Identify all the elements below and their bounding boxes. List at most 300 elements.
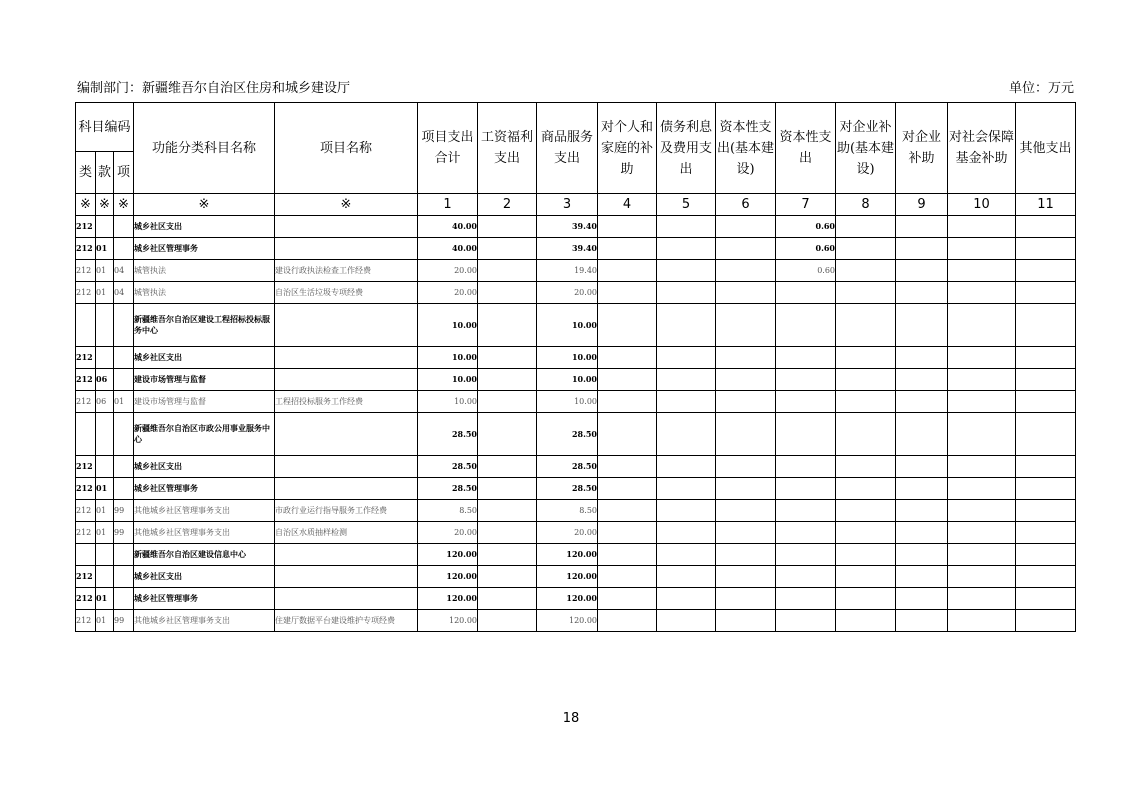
table-row [76, 369, 1076, 391]
header-func-name: 功能分类科目名称 [134, 103, 275, 194]
cell-enterprise-basic [836, 413, 896, 456]
cell-enterprise-basic [836, 282, 896, 304]
cell-capital-basic [716, 413, 776, 456]
header-col-3: 商品服务支出 [537, 103, 598, 194]
cell-lei: 212 [76, 566, 96, 588]
cell-capital-basic [716, 347, 776, 369]
cell-salary [478, 413, 537, 456]
cell-capital: 0.60 [776, 238, 836, 260]
cell-func-name: 城管执法 [134, 260, 275, 282]
cell-project-name [275, 369, 418, 391]
cell-enterprise-basic [836, 500, 896, 522]
cell-debt-interest [657, 522, 716, 544]
cell-enterprise [896, 456, 948, 478]
cell-enterprise-basic [836, 544, 896, 566]
cell-goods-services: 120.00 [537, 610, 598, 632]
cell-total: 40.00 [418, 216, 478, 238]
cell-lei: 212 [76, 260, 96, 282]
cell-func-name: 城乡社区支出 [134, 456, 275, 478]
cell-salary [478, 500, 537, 522]
cell-salary [478, 478, 537, 500]
cell-debt-interest [657, 544, 716, 566]
cell-individual-subsidy [598, 347, 657, 369]
cell-debt-interest [657, 588, 716, 610]
cell-salary [478, 238, 537, 260]
cell-total: 28.50 [418, 478, 478, 500]
cell-kuan: 01 [96, 282, 114, 304]
cell-capital-basic [716, 260, 776, 282]
column-number: 3 [537, 194, 598, 216]
cell-goods-services: 10.00 [537, 369, 598, 391]
table-row [76, 347, 1076, 369]
cell-lei: 212 [76, 522, 96, 544]
cell-xiang [114, 588, 134, 610]
project-expenditure-table [75, 102, 1076, 632]
cell-individual-subsidy [598, 500, 657, 522]
cell-enterprise [896, 347, 948, 369]
cell-other [1016, 260, 1076, 282]
cell-salary [478, 282, 537, 304]
cell-salary [478, 544, 537, 566]
table-row [76, 282, 1076, 304]
cell-kuan: 01 [96, 238, 114, 260]
cell-project-name: 自治区生活垃圾专项经费 [275, 282, 418, 304]
cell-individual-subsidy [598, 369, 657, 391]
cell-lei [76, 304, 96, 347]
cell-xiang: 04 [114, 282, 134, 304]
cell-enterprise [896, 238, 948, 260]
cell-debt-interest [657, 413, 716, 456]
cell-social-security [948, 347, 1016, 369]
cell-total: 120.00 [418, 544, 478, 566]
cell-lei: 212 [76, 216, 96, 238]
cell-individual-subsidy [598, 391, 657, 413]
cell-goods-services: 39.40 [537, 238, 598, 260]
table-row [76, 522, 1076, 544]
marker-kuan: ※ [96, 194, 114, 216]
cell-social-security [948, 238, 1016, 260]
cell-goods-services: 10.00 [537, 304, 598, 347]
cell-capital-basic [716, 500, 776, 522]
cell-social-security [948, 456, 1016, 478]
cell-enterprise [896, 369, 948, 391]
table-row [76, 544, 1076, 566]
cell-goods-services: 120.00 [537, 544, 598, 566]
cell-xiang [114, 566, 134, 588]
header-col-1: 项目支出合计 [418, 103, 478, 194]
cell-goods-services: 19.40 [537, 260, 598, 282]
cell-enterprise [896, 610, 948, 632]
cell-debt-interest [657, 216, 716, 238]
cell-individual-subsidy [598, 282, 657, 304]
header-project-name: 项目名称 [275, 103, 418, 194]
table-row [76, 216, 1076, 238]
cell-social-security [948, 260, 1016, 282]
cell-lei: 212 [76, 500, 96, 522]
cell-capital [776, 413, 836, 456]
header-col-7: 资本性支出 [776, 103, 836, 194]
cell-other [1016, 413, 1076, 456]
table-row [76, 238, 1076, 260]
cell-other [1016, 500, 1076, 522]
cell-goods-services: 120.00 [537, 566, 598, 588]
cell-func-name: 城乡社区支出 [134, 347, 275, 369]
cell-salary [478, 391, 537, 413]
cell-social-security [948, 500, 1016, 522]
cell-capital [776, 588, 836, 610]
cell-social-security [948, 216, 1016, 238]
cell-kuan [96, 544, 114, 566]
cell-lei: 212 [76, 369, 96, 391]
cell-enterprise [896, 260, 948, 282]
cell-enterprise-basic [836, 522, 896, 544]
cell-goods-services: 28.50 [537, 456, 598, 478]
cell-enterprise-basic [836, 260, 896, 282]
cell-kuan: 01 [96, 260, 114, 282]
cell-enterprise [896, 282, 948, 304]
cell-kuan [96, 456, 114, 478]
cell-individual-subsidy [598, 588, 657, 610]
column-number: 5 [657, 194, 716, 216]
cell-individual-subsidy [598, 478, 657, 500]
cell-goods-services: 20.00 [537, 522, 598, 544]
cell-individual-subsidy [598, 544, 657, 566]
table-row [76, 478, 1076, 500]
cell-capital [776, 369, 836, 391]
cell-other [1016, 304, 1076, 347]
cell-other [1016, 544, 1076, 566]
cell-enterprise-basic [836, 478, 896, 500]
cell-enterprise [896, 500, 948, 522]
header-col-10: 对社会保障基金补助 [948, 103, 1016, 194]
cell-salary [478, 522, 537, 544]
cell-enterprise [896, 304, 948, 347]
cell-lei [76, 413, 96, 456]
cell-func-name: 新疆维吾尔自治区建设工程招标投标服务中心 [134, 304, 275, 347]
cell-kuan: 01 [96, 522, 114, 544]
cell-enterprise-basic [836, 566, 896, 588]
cell-salary [478, 588, 537, 610]
cell-func-name: 建设市场管理与监督 [134, 369, 275, 391]
cell-capital [776, 347, 836, 369]
cell-capital [776, 456, 836, 478]
cell-project-name [275, 216, 418, 238]
cell-enterprise-basic [836, 304, 896, 347]
cell-capital-basic [716, 238, 776, 260]
column-number: 1 [418, 194, 478, 216]
cell-capital-basic [716, 369, 776, 391]
cell-xiang [114, 216, 134, 238]
cell-project-name [275, 238, 418, 260]
cell-xiang [114, 369, 134, 391]
column-number: 11 [1016, 194, 1076, 216]
cell-enterprise [896, 413, 948, 456]
cell-func-name: 其他城乡社区管理事务支出 [134, 610, 275, 632]
header-kuan: 款 [96, 152, 114, 194]
header-lei: 类 [76, 152, 96, 194]
cell-other [1016, 216, 1076, 238]
cell-social-security [948, 369, 1016, 391]
cell-total: 10.00 [418, 347, 478, 369]
cell-debt-interest [657, 347, 716, 369]
cell-other [1016, 522, 1076, 544]
header-col-11: 其他支出 [1016, 103, 1076, 194]
cell-capital-basic [716, 456, 776, 478]
cell-enterprise [896, 478, 948, 500]
cell-salary [478, 347, 537, 369]
cell-enterprise-basic [836, 391, 896, 413]
cell-lei: 212 [76, 282, 96, 304]
column-number: 10 [948, 194, 1016, 216]
cell-kuan: 06 [96, 369, 114, 391]
cell-capital [776, 522, 836, 544]
marker-lei: ※ [76, 194, 96, 216]
table-row [76, 260, 1076, 282]
cell-debt-interest [657, 238, 716, 260]
cell-other [1016, 369, 1076, 391]
marker-project-name: ※ [275, 194, 418, 216]
cell-enterprise [896, 391, 948, 413]
cell-capital [776, 478, 836, 500]
cell-lei: 212 [76, 391, 96, 413]
cell-enterprise-basic [836, 369, 896, 391]
cell-capital: 0.60 [776, 216, 836, 238]
cell-enterprise [896, 544, 948, 566]
cell-debt-interest [657, 478, 716, 500]
cell-project-name: 工程招投标服务工作经费 [275, 391, 418, 413]
cell-func-name: 建设市场管理与监督 [134, 391, 275, 413]
header-col-9: 对企业补助 [896, 103, 948, 194]
cell-kuan: 01 [96, 610, 114, 632]
cell-lei: 212 [76, 347, 96, 369]
cell-lei: 212 [76, 238, 96, 260]
cell-social-security [948, 610, 1016, 632]
cell-other [1016, 566, 1076, 588]
cell-project-name [275, 413, 418, 456]
cell-debt-interest [657, 282, 716, 304]
cell-capital-basic [716, 391, 776, 413]
cell-social-security [948, 544, 1016, 566]
cell-total: 10.00 [418, 391, 478, 413]
cell-goods-services: 120.00 [537, 588, 598, 610]
cell-capital-basic [716, 282, 776, 304]
cell-kuan [96, 216, 114, 238]
cell-xiang [114, 413, 134, 456]
cell-goods-services: 39.40 [537, 216, 598, 238]
cell-debt-interest [657, 369, 716, 391]
cell-goods-services: 28.50 [537, 413, 598, 456]
cell-func-name: 其他城乡社区管理事务支出 [134, 500, 275, 522]
cell-capital-basic [716, 566, 776, 588]
cell-goods-services: 10.00 [537, 391, 598, 413]
cell-capital-basic [716, 544, 776, 566]
cell-capital-basic [716, 304, 776, 347]
cell-goods-services: 8.50 [537, 500, 598, 522]
cell-debt-interest [657, 566, 716, 588]
column-number: 7 [776, 194, 836, 216]
cell-debt-interest [657, 391, 716, 413]
cell-capital [776, 566, 836, 588]
cell-enterprise-basic [836, 610, 896, 632]
cell-goods-services: 20.00 [537, 282, 598, 304]
cell-enterprise [896, 522, 948, 544]
cell-individual-subsidy [598, 304, 657, 347]
cell-social-security [948, 282, 1016, 304]
cell-xiang: 99 [114, 500, 134, 522]
cell-kuan: 01 [96, 588, 114, 610]
cell-lei: 212 [76, 588, 96, 610]
cell-total: 20.00 [418, 260, 478, 282]
cell-kuan: 01 [96, 500, 114, 522]
header-xiang: 项 [114, 152, 134, 194]
column-number: 9 [896, 194, 948, 216]
cell-xiang: 99 [114, 610, 134, 632]
cell-project-name [275, 304, 418, 347]
cell-capital [776, 544, 836, 566]
column-number: 2 [478, 194, 537, 216]
cell-enterprise [896, 216, 948, 238]
cell-enterprise-basic [836, 216, 896, 238]
cell-salary [478, 456, 537, 478]
table-row [76, 500, 1076, 522]
cell-individual-subsidy [598, 260, 657, 282]
table-row [76, 304, 1076, 347]
header-col-8: 对企业补助(基本建设) [836, 103, 896, 194]
header-subject-code: 科目编码 [76, 103, 134, 152]
cell-total: 8.50 [418, 500, 478, 522]
cell-salary [478, 216, 537, 238]
cell-total: 20.00 [418, 282, 478, 304]
cell-debt-interest [657, 260, 716, 282]
cell-func-name: 其他城乡社区管理事务支出 [134, 522, 275, 544]
cell-other [1016, 610, 1076, 632]
cell-salary [478, 260, 537, 282]
cell-social-security [948, 478, 1016, 500]
cell-total: 40.00 [418, 238, 478, 260]
cell-total: 10.00 [418, 304, 478, 347]
cell-total: 120.00 [418, 566, 478, 588]
department-label: 编制部门：新疆维吾尔自治区住房和城乡建设厅 [77, 81, 351, 96]
table-row [76, 566, 1076, 588]
cell-other [1016, 478, 1076, 500]
cell-xiang [114, 478, 134, 500]
cell-social-security [948, 413, 1016, 456]
cell-xiang: 01 [114, 391, 134, 413]
cell-total: 20.00 [418, 522, 478, 544]
cell-func-name: 新疆维吾尔自治区市政公用事业服务中心 [134, 413, 275, 456]
column-number: 4 [598, 194, 657, 216]
cell-func-name: 城乡社区支出 [134, 566, 275, 588]
cell-xiang [114, 238, 134, 260]
unit-label: 单位：万元 [1008, 81, 1074, 96]
cell-capital [776, 282, 836, 304]
cell-func-name: 城管执法 [134, 282, 275, 304]
cell-capital-basic [716, 588, 776, 610]
cell-individual-subsidy [598, 238, 657, 260]
table-row [76, 391, 1076, 413]
cell-xiang [114, 347, 134, 369]
cell-goods-services: 28.50 [537, 478, 598, 500]
cell-project-name: 建设行政执法检查工作经费 [275, 260, 418, 282]
cell-project-name: 住建厅数据平台建设维护专项经费 [275, 610, 418, 632]
cell-social-security [948, 304, 1016, 347]
page-number: 18 [562, 711, 580, 726]
cell-enterprise-basic [836, 347, 896, 369]
cell-debt-interest [657, 456, 716, 478]
cell-project-name [275, 588, 418, 610]
cell-capital-basic [716, 610, 776, 632]
table-row [76, 456, 1076, 478]
cell-capital: 0.60 [776, 260, 836, 282]
cell-total: 120.00 [418, 610, 478, 632]
header-col-6: 资本性支出(基本建设) [716, 103, 776, 194]
cell-total: 28.50 [418, 456, 478, 478]
cell-capital-basic [716, 478, 776, 500]
cell-individual-subsidy [598, 566, 657, 588]
cell-kuan: 01 [96, 478, 114, 500]
cell-lei: 212 [76, 610, 96, 632]
marker-xiang: ※ [114, 194, 134, 216]
cell-individual-subsidy [598, 413, 657, 456]
cell-individual-subsidy [598, 456, 657, 478]
cell-social-security [948, 588, 1016, 610]
cell-enterprise [896, 566, 948, 588]
cell-other [1016, 588, 1076, 610]
cell-lei: 212 [76, 456, 96, 478]
cell-total: 120.00 [418, 588, 478, 610]
cell-project-name: 自治区水质抽样检测 [275, 522, 418, 544]
header-col-4: 对个人和家庭的补助 [598, 103, 657, 194]
cell-project-name [275, 544, 418, 566]
cell-xiang [114, 304, 134, 347]
cell-salary [478, 369, 537, 391]
cell-debt-interest [657, 500, 716, 522]
cell-individual-subsidy [598, 610, 657, 632]
cell-func-name: 城乡社区支出 [134, 216, 275, 238]
cell-enterprise [896, 588, 948, 610]
cell-project-name [275, 566, 418, 588]
cell-xiang: 99 [114, 522, 134, 544]
cell-kuan [96, 413, 114, 456]
cell-xiang [114, 544, 134, 566]
cell-goods-services: 10.00 [537, 347, 598, 369]
cell-capital [776, 500, 836, 522]
table-row [76, 413, 1076, 456]
cell-capital-basic [716, 216, 776, 238]
cell-kuan [96, 566, 114, 588]
cell-enterprise-basic [836, 588, 896, 610]
cell-project-name [275, 478, 418, 500]
cell-enterprise-basic [836, 456, 896, 478]
cell-capital [776, 391, 836, 413]
cell-salary [478, 304, 537, 347]
cell-salary [478, 610, 537, 632]
cell-other [1016, 282, 1076, 304]
cell-func-name: 城乡社区管理事务 [134, 478, 275, 500]
cell-salary [478, 566, 537, 588]
cell-debt-interest [657, 610, 716, 632]
cell-kuan: 06 [96, 391, 114, 413]
table-row [76, 610, 1076, 632]
cell-capital [776, 610, 836, 632]
marker-func-name: ※ [134, 194, 275, 216]
cell-xiang [114, 456, 134, 478]
cell-individual-subsidy [598, 522, 657, 544]
cell-total: 10.00 [418, 369, 478, 391]
cell-social-security [948, 566, 1016, 588]
cell-capital [776, 304, 836, 347]
cell-lei [76, 544, 96, 566]
